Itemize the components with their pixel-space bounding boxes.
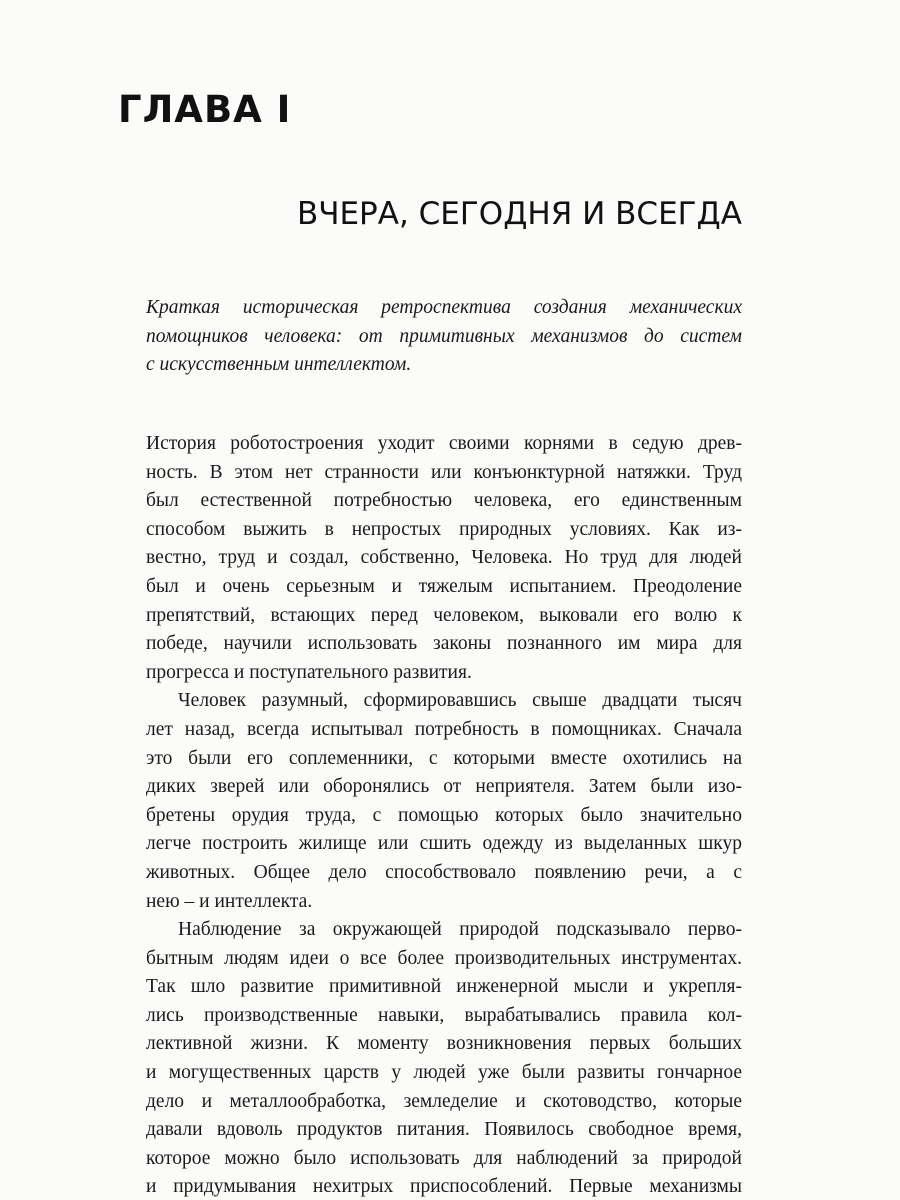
body-line: бретены орудия труда, с помощью которых было значительно (146, 804, 742, 826)
body-line: Так шло развитие примитивной инженерной мысли и укрепля- (146, 976, 742, 998)
summary-line: с искусственным интеллектом. (146, 354, 412, 376)
chapter-summary (146, 294, 742, 380)
chapter-number: ГЛАВА I (118, 88, 292, 131)
body-line: был и очень серьезным и тяжелым испытанием. Преодоление (146, 575, 742, 597)
summary-line: Краткая историческая ретроспектива создания механических (146, 297, 742, 318)
body-line: диких зверей или оборонялись от неприятеля. Затем были изо- (146, 776, 742, 798)
body-line: История роботостроения уходит своими корнями в седую древ- (146, 433, 742, 454)
summary-line: помощников человека: от примитивных механизмов до систем (146, 325, 742, 347)
body-line: препятствий, встающих перед человеком, выковали его волю к (146, 604, 742, 626)
body-line: это были его соплеменники, с которыми вместе охотились на (146, 747, 742, 769)
body-line: был естественной потребностью человека, его единственным (146, 490, 742, 512)
body-line: ность. В этом нет странности или конъюнктурной натяжки. Труд (146, 461, 742, 483)
body-line: лись производственные навыки, вырабатывались правила кол- (146, 1004, 742, 1026)
body-line: и могущественных царств у людей уже были развиты гончарное (146, 1062, 742, 1084)
body-line: способом выжить в непростых природных условиях. Как из- (146, 518, 742, 540)
body-line: лективной жизни. К моменту возникновения первых больших (146, 1033, 742, 1055)
body-line: легче построить жилище или сшить одежду из выделанных шкур (146, 833, 742, 855)
chapter-title: ВЧЕРА, СЕГОДНЯ И ВСЕГДА (296, 196, 742, 232)
body-line: нею – и интеллекта. (146, 890, 313, 912)
body-line: животных. Общее дело способствовало появлению речи, а с (146, 861, 742, 883)
body-line: которое можно было использовать для наблюдений за природой (146, 1147, 742, 1169)
body-line: прогресса и поступательного развития. (146, 661, 472, 683)
body-line: Наблюдение за окружающей природой подсказывало перво- (178, 919, 742, 941)
body-line: победе, научили использовать законы познанного им мира для (146, 633, 742, 655)
body-text (146, 430, 742, 1200)
body-line: дело и металлообработка, земледелие и скотоводство, которые (146, 1090, 742, 1112)
body-line: и придумывания нехитрых приспособлений. Первые механизмы (146, 1176, 742, 1198)
body-line: Человек разумный, сформировавшись свыше двадцати тысяч (178, 690, 742, 712)
body-line: вестно, труд и создал, собственно, Человека. Но труд для людей (146, 547, 742, 569)
body-line: бытным людям идеи о все более производительных инструментах. (146, 947, 742, 969)
body-line: лет назад, всегда испытывал потребность в помощниках. Сначала (146, 718, 742, 740)
body-line: давали вдоволь продуктов питания. Появилось свободное время, (146, 1119, 742, 1141)
